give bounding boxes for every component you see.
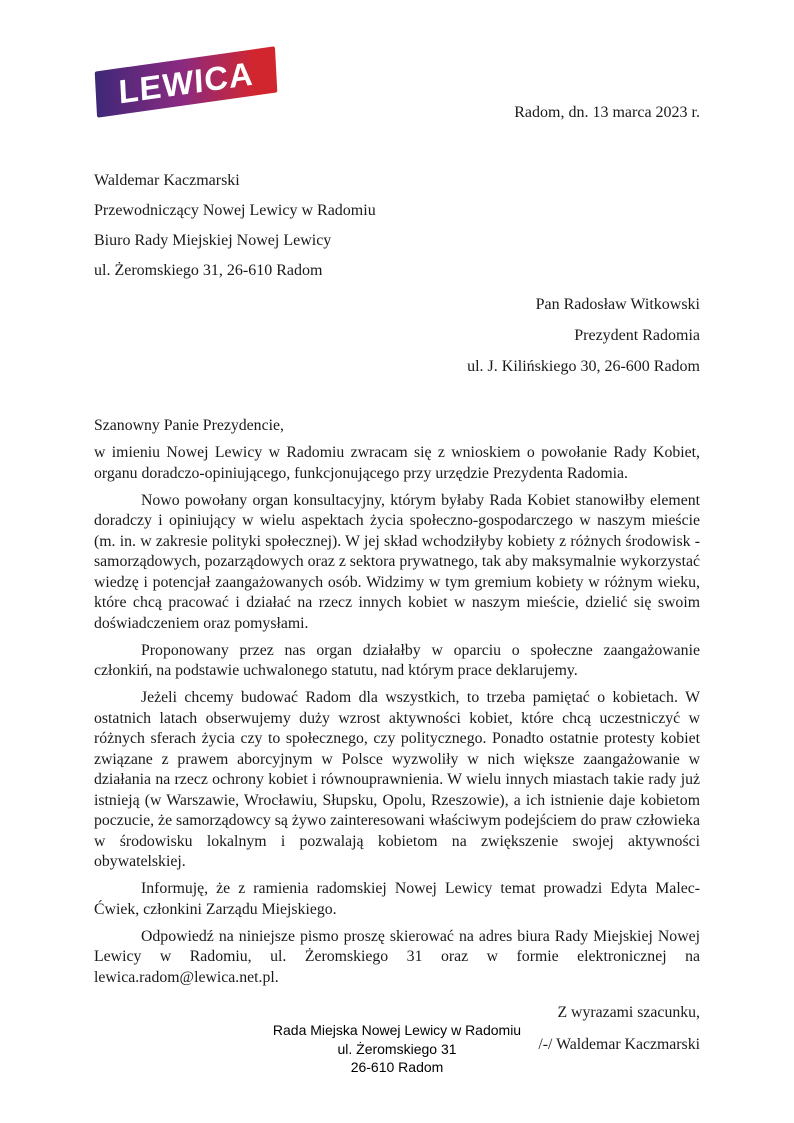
footer-org: Rada Miejska Nowej Lewicy w Radomiu: [272, 1022, 522, 1038]
recipient-name: Pan Radosław Witkowski: [535, 296, 700, 313]
sender-address: ul. Żeromskiego 31, 26-610 Radom: [94, 262, 323, 279]
paragraph-justification: Jeżeli chcemy budować Radom dla wszystkich, to trzeba pamiętać o kobietach. W ostatnich latach obserwujemy duży wzrost aktywności kobiet, które chcą uczestniczyć w różnych sferach życia czy to społecznego, czy politycznego. Ponadto ostatnie protesty kobiet związane z prawem aborcyjnym w Polsce wyzwoliły w nich większe zaangażowanie w działania na rzecz ochrony kobiet i równouprawnienia. W wielu innych miastach takie rady już istnieją (w Warszawie, Wrocławiu, Słupsku, Opolu, Rzeszowie), a ich istnienie daje kobietom poczucie, że samorządowcy są żywo zainteresowani właściwym podejściem do praw człowieka w środowisku lokalnym i pozwalają kobietom na zwiększenie swojej aktywności obywatelskiej.: [94, 689, 700, 870]
salutation: Szanowny Panie Prezydencie,: [94, 417, 284, 434]
sender-title: Przewodniczący Nowej Lewicy w Radomiu: [94, 202, 376, 219]
sender-block: [94, 172, 376, 292]
recipient-block: [467, 296, 700, 389]
paragraph-statute: Proponowany przez nas organ działałby w oparciu o społeczne zaangażowanie członkiń, na podstawie uchwalonego statutu, nad którym prace deklarujemy.: [94, 641, 700, 679]
letter-body: [94, 416, 700, 1066]
recipient-title: Prezydent Radomia: [574, 327, 700, 344]
lewica-logo-text: LEWICA: [117, 53, 255, 111]
footer-city: 26-610 Radom: [350, 1059, 444, 1075]
footer-street: ul. Żeromskiego 31: [337, 1040, 457, 1057]
paragraph-reply-address: Odpowiedź na niniejsze pismo proszę skierować na adres biura Rady Miejskiej Nowej Lewicy w Radomiu, ul. Żeromskiego 31 oraz w formie elektronicznej na lewica.radom@lewica.net.pl.: [94, 927, 700, 986]
paragraph-intro: w imieniu Nowej Lewicy w Radomiu zwracam się z wnioskiem o powołanie Rady Kobiet, organu doradczo-opiniującego, funkcjonującego przy urzędzie Prezydenta Radomia.: [94, 444, 700, 482]
sender-name: Waldemar Kaczmarski: [94, 172, 240, 189]
paragraph-contact-person: Informuję, że z ramienia radomskiej Nowej Lewicy temat prowadzi Edyta Malec-Ćwiek, członkini Zarządu Miejskiego.: [94, 880, 700, 918]
recipient-address: ul. J. Kilińskiego 30, 26-600 Radom: [467, 358, 700, 375]
paragraph-organ-description: Nowo powołany organ konsultacyjny, którym byłaby Rada Kobiet stanowiłby element doradczy i opiniujący w wielu aspektach życia społeczno-gospodarczego w naszym mieście (m. in. w zakresie polityki społecznej). W jej skład wchodziłyby kobiety z różnych środowisk - samorządowych, pozarządowych oraz z sektora prywatnego, tak aby maksymalnie wykorzystać wiedzę i potencjał zaangażowanych osób. Widzimy w tym gremium kobiety w różnym wieku, które chcą pracować i działać na rzecz innych kobiet w naszym mieście, dzielić się swoim doświadczeniem oraz pomysłami.: [94, 491, 700, 632]
footer-block: [0, 1021, 794, 1077]
lewica-logo-banner: [95, 46, 278, 117]
signature: /-/ Waldemar Kaczmarski: [538, 1036, 700, 1053]
sender-office: Biuro Rady Miejskiej Nowej Lewicy: [94, 232, 332, 249]
closing-phrase: Z wyrazami szacunku,: [557, 1004, 700, 1021]
date-line: Radom, dn. 13 marca 2023 r.: [514, 104, 700, 121]
